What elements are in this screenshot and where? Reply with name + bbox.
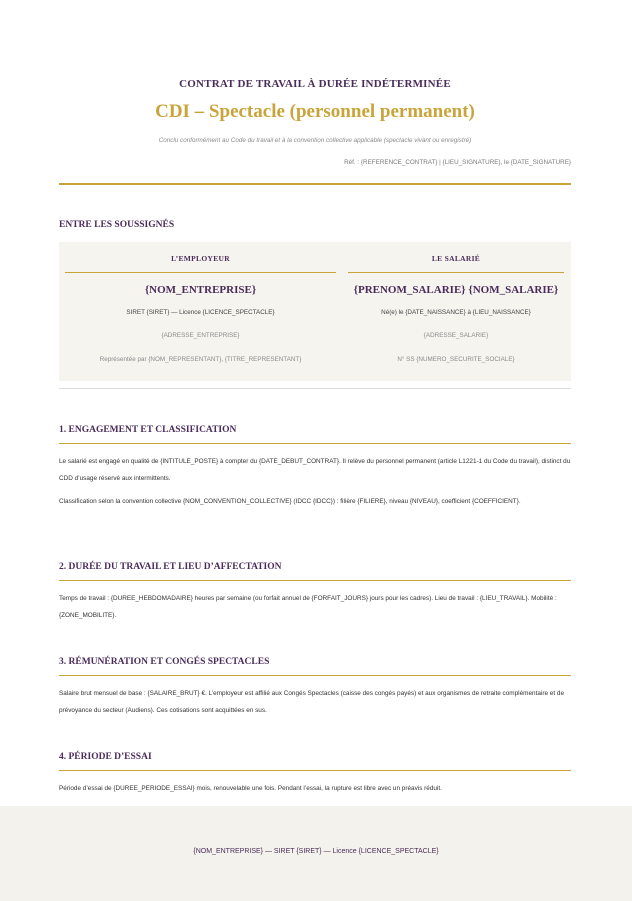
employer-name: {NOM_ENTREPRISE} xyxy=(144,284,257,296)
section-paragraph: Temps de travail : {DUREE_HEBDOMADAIRE} heures par semaine (ou forfait annuel de {FORFAIT_JOURS} jours pour les cadres). Lieu de travail : {LIEU_TRAVAIL}. Mobilité : {ZONE_MOBILITE}. xyxy=(59,595,557,619)
header-divider xyxy=(59,183,571,185)
section-title: 2. DURÉE DU TRAVAIL ET LIEU D’AFFECTATION xyxy=(59,562,282,572)
employee-social-security: N° SS {NUMERO_SECURITE_SOCIALE} xyxy=(397,356,515,363)
parties-title: ENTRE LES SOUSSIGNÉS xyxy=(59,220,175,230)
section-title: 3. RÉMUNÉRATION ET CONGÉS SPECTACLES xyxy=(59,657,270,667)
employee-divider xyxy=(348,272,564,273)
employer-representative: Représentée par {NOM_REPRESENTANT}, {TITRE_REPRESENTANT} xyxy=(99,356,302,363)
section-title: 4. PÉRIODE D’ESSAI xyxy=(59,752,152,762)
section-remuneration xyxy=(59,657,571,719)
section-divider xyxy=(59,580,571,581)
employee-birth: Né(e) le {DATE_NAISSANCE} à {LIEU_NAISSANCE} xyxy=(381,309,531,316)
section-paragraph: Le salarié est engagé en qualité de {INTITULE_POSTE} à compter du {DATE_DEBUT_CONTRAT}. Il relève du personnel permanent (article L1221-1 du Code du travail), distinct du CDD d’usage réservé aux intermittents. xyxy=(59,458,571,482)
employee-block xyxy=(348,242,564,363)
document-title: CDI – Spectacle (personnel permanent) xyxy=(155,101,475,122)
section-divider xyxy=(59,443,571,444)
section-divider xyxy=(59,770,571,771)
document-type: CONTRAT DE TRAVAIL À DURÉE INDÉTERMINÉE xyxy=(179,78,451,90)
section-paragraph: Classification selon la convention collective {NOM_CONVENTION_COLLECTIVE} (IDCC {IDCC}) : filière {FILIERE}, niveau {NIVEAU}, coefficient {COEFFICIENT}. xyxy=(59,498,521,505)
parties-panel xyxy=(59,242,571,381)
section-paragraph: Période d’essai de {DUREE_PERIODE_ESSAI} mois, renouvelable une fois. Pendant l’essai, la rupture est libre avec un préavis réduit. xyxy=(59,785,442,792)
section-paragraph: Salaire brut mensuel de base : {SALAIRE_BRUT} €. L’employeur est affilié aux Congés Spectacles (caisse des congés payés) et aux organismes de retraite complémentaire et de prévoyance du secteur (Audiens). Ces cotisations sont acquittées en sus. xyxy=(59,690,565,714)
employer-heading: L’EMPLOYEUR xyxy=(171,254,230,263)
section-divider xyxy=(59,675,571,676)
document-subtitle: Conclu conformément au Code du travail et à la convention collective applicable (spectacle vivant ou enregistré) xyxy=(158,137,472,144)
employer-siret: SIRET {SIRET} — Licence {LICENCE_SPECTACLE} xyxy=(126,309,275,316)
section-engagement xyxy=(59,425,571,510)
section-title: 1. ENGAGEMENT ET CLASSIFICATION xyxy=(59,425,237,435)
employee-address: {ADRESSE_SALARIE} xyxy=(423,332,489,339)
employee-name: {PRENOM_SALARIE} {NOM_SALARIE} xyxy=(353,284,559,296)
document-header xyxy=(59,78,571,166)
employer-address: {ADRESSE_ENTREPRISE} xyxy=(161,332,240,339)
employee-heading: LE SALARIÉ xyxy=(431,254,481,263)
page-footer xyxy=(0,806,632,901)
reference-line: Réf. : {REFERENCE_CONTRAT} | {LIEU_SIGNATURE}, le {DATE_SIGNATURE} xyxy=(344,159,571,166)
employer-divider xyxy=(65,272,336,273)
footer-text: {NOM_ENTREPRISE} — SIRET {SIRET} — Licence {LICENCE_SPECTACLE} xyxy=(193,848,439,855)
employer-block xyxy=(65,242,336,363)
parties-divider xyxy=(59,388,571,389)
section-duree xyxy=(59,562,571,624)
section-essai xyxy=(59,752,571,797)
